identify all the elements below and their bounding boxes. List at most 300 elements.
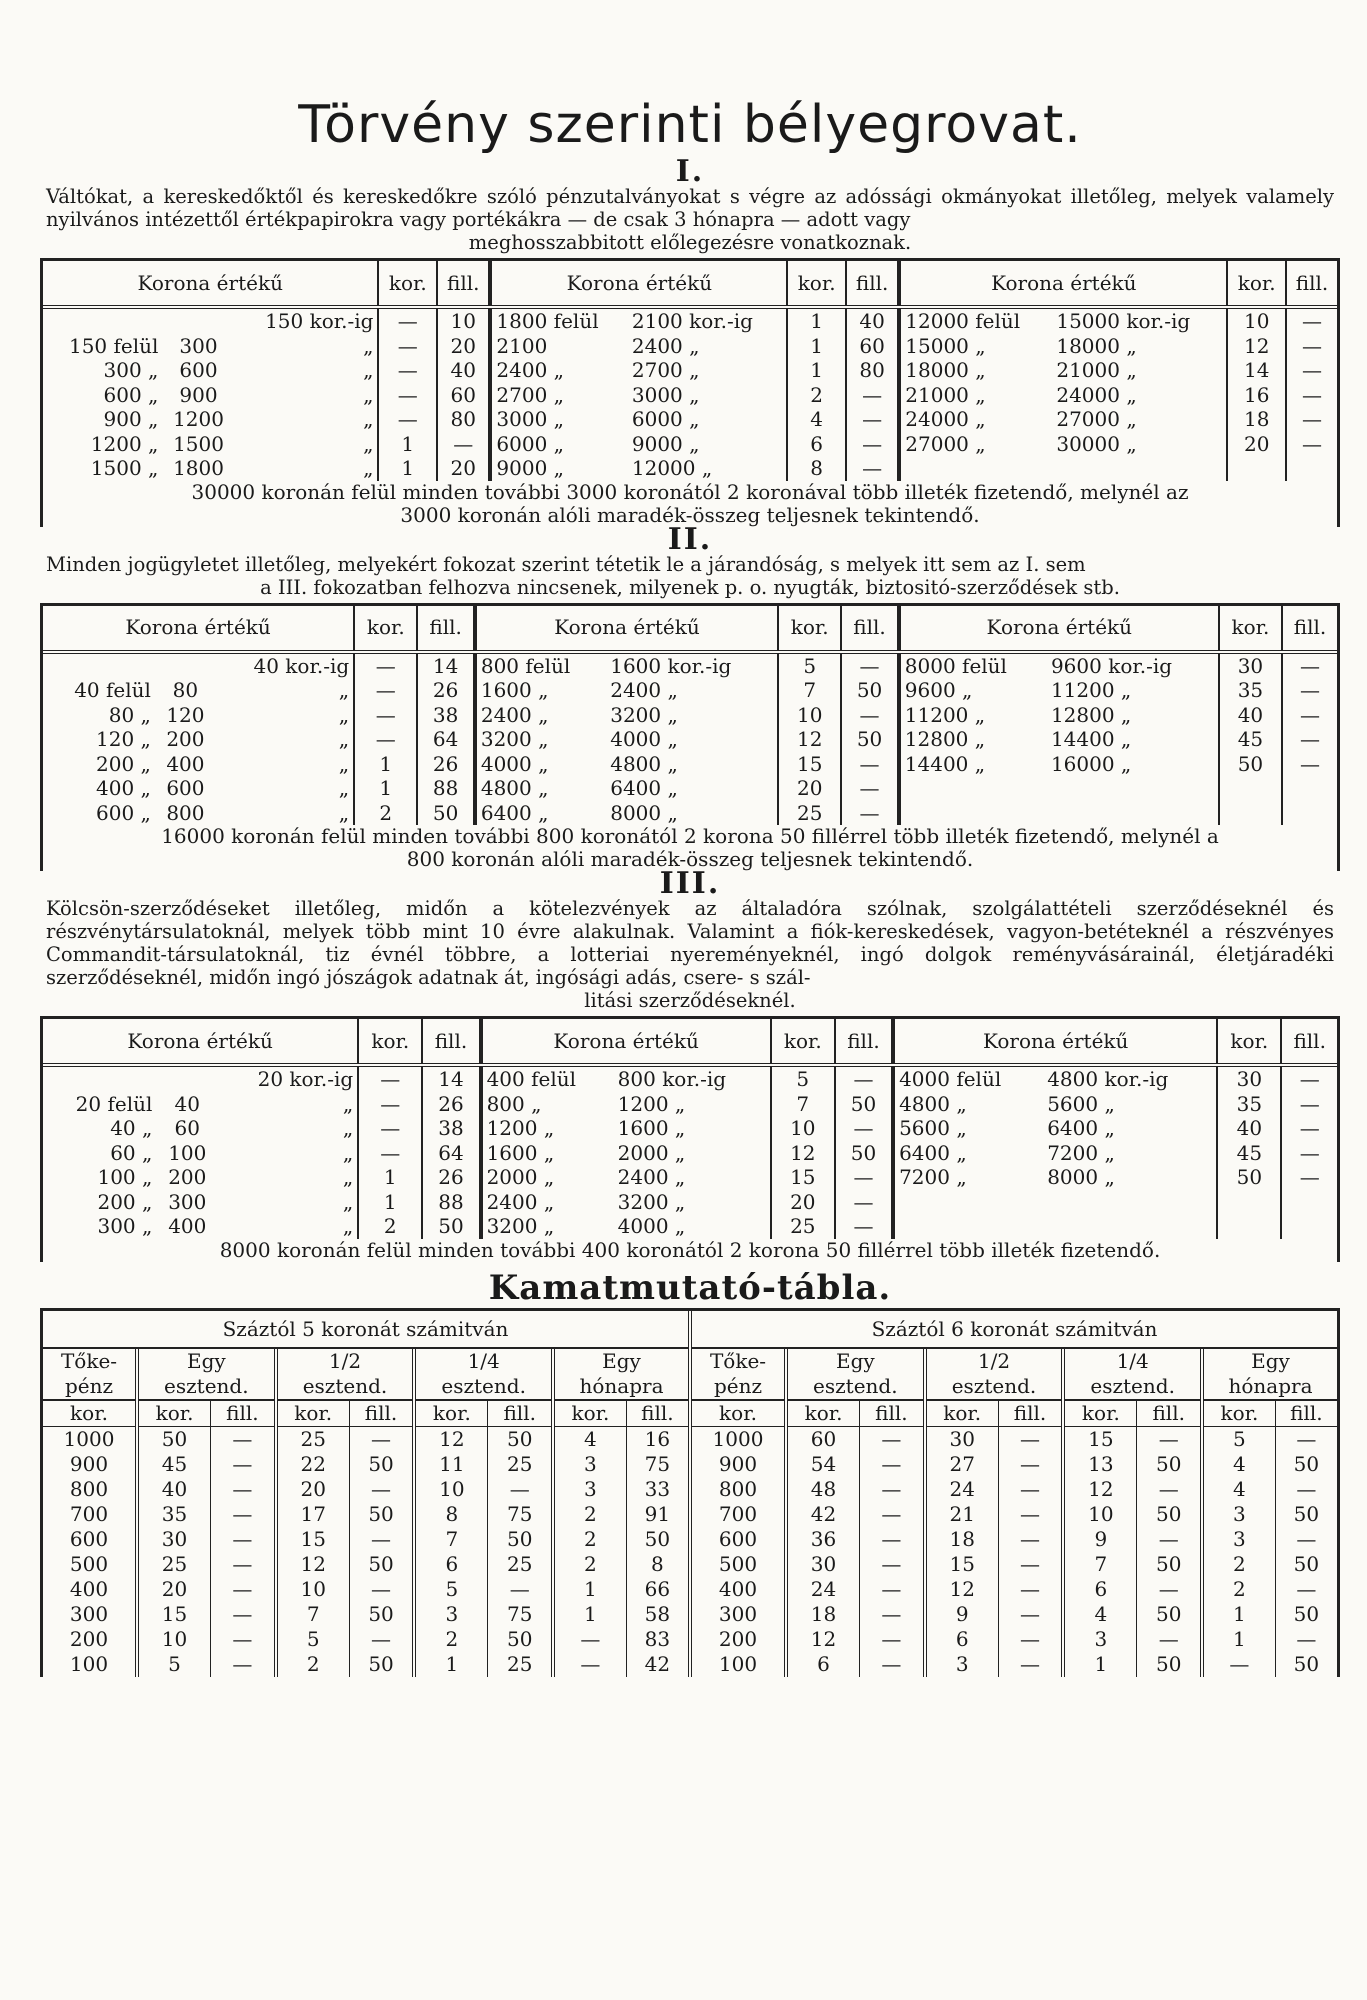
table-cell: 50 bbox=[1219, 752, 1282, 777]
table-cell: — bbox=[841, 776, 898, 801]
table-cell: 50 bbox=[835, 1092, 893, 1117]
table-cell: 4800 kor.-ig bbox=[1047, 1067, 1169, 1091]
interest-cell: — bbox=[349, 1627, 414, 1652]
section-3-intro-text: Kölcsön-szerződéseket illetőleg, midőn a kötelezvények az általadóra szólnak, szolgálattételi szerződéseknél és részvénytársulatoknál, melyek több mint 10 évre alakulnak. Valamint a fiók-kereskedések, vagyon-betéteknél a részvényes Commandit-társulatoknál, tiz évnél többre, a lotteriai nyereményeknél, ingó dolgok reményvásárainál, életjáradéki szerződéseknél, midőn ingó jószágok adatnak át, ingósági adás, csere- s szál- bbox=[46, 897, 1334, 989]
interest-cell: — bbox=[998, 1426, 1063, 1452]
interest-cell: 3 bbox=[925, 1652, 999, 1677]
column-header: kor. bbox=[1227, 261, 1286, 307]
table-cell: 27000 „ bbox=[899, 432, 1052, 457]
interest-cell: 500 bbox=[718, 1551, 758, 1576]
table-cell: 12800 „ bbox=[899, 727, 1047, 752]
table-cell: 60 bbox=[174, 1116, 200, 1140]
table-cell: 9000 „ bbox=[490, 456, 627, 481]
column-header: kor. bbox=[1219, 606, 1282, 652]
table-cell: — bbox=[841, 801, 898, 826]
page bbox=[40, 95, 1340, 1677]
interest-cell: 700 bbox=[69, 1501, 109, 1526]
section-1-intro-last: meghosszabbitott előlegezésre vonatkoznak. bbox=[468, 231, 912, 254]
table-cell: 88 bbox=[422, 1190, 480, 1215]
interest-cell: — bbox=[998, 1527, 1063, 1552]
interest-cell: 200 bbox=[69, 1626, 109, 1651]
table-cell: — bbox=[1281, 1165, 1337, 1190]
section-3-numeral: III. bbox=[659, 866, 721, 901]
unit-label: kor. bbox=[925, 1400, 999, 1427]
interest-row bbox=[692, 1577, 1337, 1602]
table-cell: — bbox=[835, 1190, 893, 1215]
interest-cell: 9 bbox=[1063, 1527, 1137, 1552]
table-cell bbox=[156, 1065, 218, 1092]
interest-cell: 50 bbox=[349, 1452, 414, 1477]
section-2-numeral: II. bbox=[667, 521, 713, 557]
table-cell: „ bbox=[338, 702, 350, 727]
table-cell: — bbox=[354, 652, 417, 679]
interest-cell: — bbox=[349, 1426, 414, 1452]
interest-cell: 58 bbox=[626, 1602, 688, 1627]
interest-cell: — bbox=[553, 1627, 626, 1652]
interest-cell: 100 bbox=[718, 1651, 758, 1676]
interest-cell: 50 bbox=[1137, 1452, 1202, 1477]
unit-label: fill. bbox=[626, 1400, 688, 1427]
interest-cell: 18 bbox=[786, 1602, 860, 1627]
table-cell: 8000 „ bbox=[610, 800, 678, 825]
unit-label: kor. bbox=[553, 1400, 626, 1427]
table-row bbox=[43, 407, 1337, 432]
interest-cell: — bbox=[998, 1452, 1063, 1477]
interest-cell: 40 bbox=[137, 1477, 211, 1502]
interest-cell: 35 bbox=[137, 1502, 211, 1527]
interest-cell: 3 bbox=[553, 1452, 626, 1477]
table-row bbox=[43, 383, 1337, 408]
table-cell: — bbox=[1281, 1065, 1337, 1092]
table-cell: 300 bbox=[168, 1189, 207, 1214]
table-cell: — bbox=[846, 456, 899, 481]
table-cell: 6400 „ bbox=[1047, 1116, 1115, 1140]
interest-cell: 75 bbox=[626, 1452, 688, 1477]
column-header: fill. bbox=[422, 1019, 480, 1065]
interest-cell: — bbox=[1275, 1477, 1337, 1502]
table-cell: 20 bbox=[771, 1190, 835, 1215]
table-cell: — bbox=[846, 383, 899, 408]
interest-cell: 800 bbox=[718, 1476, 758, 1501]
table-cell bbox=[1217, 1214, 1281, 1239]
interest-cell: 5 bbox=[1202, 1426, 1275, 1452]
table-cell: 21000 „ bbox=[1056, 358, 1137, 382]
column-header: Korona értékű bbox=[43, 606, 354, 652]
header-line-2: pénz bbox=[64, 1373, 114, 1398]
table-cell: — bbox=[358, 1141, 422, 1166]
table-cell: „ bbox=[363, 382, 374, 407]
column-header: Korona értékű bbox=[899, 261, 1227, 307]
interest-cell: — bbox=[1275, 1577, 1337, 1602]
interest-cell: 300 bbox=[718, 1601, 758, 1626]
interest-cell: 6 bbox=[925, 1627, 999, 1652]
table-cell: 21000 „ bbox=[899, 383, 1052, 408]
table-cell: — bbox=[437, 432, 490, 457]
table-cell: „ bbox=[363, 407, 374, 431]
table-cell: 2400 „ bbox=[631, 333, 700, 358]
table-cell: 38 bbox=[417, 703, 474, 728]
interest-caption-6: Száztól 6 koronát számitván bbox=[692, 1311, 1337, 1349]
column-header: fill. bbox=[841, 606, 898, 652]
interest-cell: — bbox=[860, 1652, 925, 1677]
interest-cell: 30 bbox=[925, 1426, 999, 1452]
table-cell bbox=[43, 652, 155, 679]
table-cell: 20 bbox=[1227, 432, 1286, 457]
interest-cell: 24 bbox=[786, 1577, 860, 1602]
table-cell: 5 bbox=[778, 652, 841, 679]
section-3-intro bbox=[46, 897, 1334, 1012]
unit-label: kor. bbox=[786, 1400, 860, 1427]
table-cell: 12000 „ bbox=[631, 456, 713, 480]
table-cell: „ bbox=[338, 751, 350, 776]
interest-cell: 3 bbox=[1063, 1627, 1137, 1652]
table-cell: 5600 „ bbox=[893, 1116, 1043, 1141]
column-header: fill. bbox=[835, 1019, 893, 1065]
interest-column-header bbox=[43, 1349, 137, 1400]
table-cell: 30000 „ bbox=[1056, 431, 1137, 456]
section-1-table bbox=[43, 261, 1337, 481]
table-cell: 200 „ bbox=[96, 751, 151, 776]
header-line-2: esztend. bbox=[813, 1373, 898, 1398]
interest-row bbox=[43, 1502, 688, 1527]
table-cell bbox=[1286, 456, 1337, 481]
interest-cell: 3 bbox=[1202, 1502, 1275, 1527]
table-cell: 10 bbox=[771, 1116, 835, 1141]
table-cell: — bbox=[1286, 307, 1337, 334]
interest-row bbox=[43, 1527, 688, 1552]
interest-cell: 15 bbox=[137, 1602, 211, 1627]
table-cell: 10 bbox=[778, 703, 841, 728]
interest-cell: 10 bbox=[276, 1577, 350, 1602]
interest-row bbox=[43, 1552, 688, 1577]
table-cell: 14400 „ bbox=[899, 752, 1047, 777]
interest-cell: — bbox=[1137, 1477, 1202, 1502]
table-cell: 50 bbox=[1217, 1165, 1281, 1190]
table-cell: 12 bbox=[1227, 334, 1286, 359]
table-cell: — bbox=[1282, 652, 1337, 679]
table-cell: 26 bbox=[417, 678, 474, 703]
interest-cell: 50 bbox=[1275, 1502, 1337, 1527]
interest-cell: 50 bbox=[349, 1602, 414, 1627]
unit-label: fill. bbox=[488, 1400, 553, 1427]
table-cell: 1500 „ bbox=[90, 456, 159, 480]
interest-table-5-percent bbox=[43, 1311, 688, 1677]
table-cell: 2 bbox=[358, 1214, 422, 1239]
table-cell: 14 bbox=[417, 652, 474, 679]
table-cell: 40 „ bbox=[110, 1116, 153, 1140]
table-cell: — bbox=[1282, 727, 1337, 752]
interest-cell: 1000 bbox=[712, 1426, 764, 1451]
interest-cell: 25 bbox=[488, 1552, 553, 1577]
column-header: Korona értékű bbox=[893, 1019, 1217, 1065]
interest-cell: 9 bbox=[925, 1602, 999, 1627]
interest-unit-row bbox=[43, 1400, 688, 1427]
table-cell: — bbox=[358, 1065, 422, 1092]
header-line-1: Egy bbox=[602, 1348, 641, 1373]
interest-cell: 1 bbox=[1202, 1602, 1275, 1627]
table-cell bbox=[1281, 1214, 1337, 1239]
interest-cell: — bbox=[998, 1477, 1063, 1502]
table-cell: 10 bbox=[437, 307, 490, 334]
table-cell: 15000 kor.-ig bbox=[1056, 309, 1191, 333]
section-2-table bbox=[43, 606, 1337, 826]
section-1-intro bbox=[46, 185, 1334, 254]
table-cell: 50 bbox=[417, 801, 474, 826]
interest-cell: 20 bbox=[137, 1577, 211, 1602]
interest-unit-row bbox=[692, 1400, 1337, 1427]
table-cell: — bbox=[358, 1116, 422, 1141]
table-cell: 50 bbox=[835, 1141, 893, 1166]
table-cell: 1 bbox=[354, 776, 417, 801]
table-cell: 11200 „ bbox=[1050, 678, 1132, 702]
column-header: kor. bbox=[778, 606, 841, 652]
table-cell: 20 bbox=[778, 776, 841, 801]
table-cell: 120 „ bbox=[96, 727, 151, 751]
interest-cell: 7 bbox=[414, 1527, 488, 1552]
table-cell: — bbox=[1281, 1092, 1337, 1117]
table-cell: 18000 „ bbox=[899, 358, 1052, 383]
table-cell: 7200 „ bbox=[1047, 1140, 1115, 1165]
interest-cell: 25 bbox=[488, 1652, 553, 1677]
interest-cell: 900 bbox=[69, 1451, 109, 1476]
column-header: Korona értékű bbox=[475, 606, 778, 652]
table-cell bbox=[1047, 776, 1219, 801]
table-cell: „ bbox=[338, 727, 350, 751]
interest-cell: 1 bbox=[1063, 1652, 1137, 1677]
interest-cell: — bbox=[860, 1502, 925, 1527]
table-cell: 7 bbox=[778, 678, 841, 703]
table-cell: 400 bbox=[166, 751, 205, 776]
table-cell: 6000 „ bbox=[631, 407, 700, 431]
interest-cell: 1 bbox=[1202, 1627, 1275, 1652]
table-cell: 2400 „ bbox=[475, 703, 606, 728]
interest-cell: — bbox=[211, 1602, 276, 1627]
interest-cell: — bbox=[1202, 1652, 1275, 1677]
interest-cell: 100 bbox=[69, 1651, 109, 1676]
interest-row bbox=[692, 1426, 1337, 1452]
section-1-box bbox=[40, 261, 1340, 527]
table-row bbox=[43, 432, 1337, 457]
section-3-intro-last: litási szerződéseknél. bbox=[584, 989, 796, 1012]
table-cell: 9600 „ bbox=[899, 678, 1047, 703]
table-cell: 6 bbox=[787, 432, 846, 457]
table-cell: 14 bbox=[1227, 358, 1286, 383]
table-cell: 2400 „ bbox=[481, 1190, 614, 1215]
table-cell: 3000 „ bbox=[490, 407, 627, 432]
table-cell: 4000 „ bbox=[610, 727, 678, 751]
table-cell: 2700 „ bbox=[490, 383, 627, 408]
table-row bbox=[43, 307, 1337, 334]
table-row bbox=[43, 1165, 1337, 1190]
header-line-2: esztend. bbox=[441, 1373, 526, 1398]
interest-cell: — bbox=[860, 1527, 925, 1552]
unit-label: kor. bbox=[43, 1400, 137, 1427]
interest-row bbox=[692, 1652, 1337, 1677]
table-row bbox=[43, 334, 1337, 359]
table-cell: 15000 „ bbox=[899, 334, 1052, 359]
interest-cell: 42 bbox=[786, 1502, 860, 1527]
table-cell: 38 bbox=[422, 1116, 480, 1141]
header-line-2: esztend. bbox=[951, 1373, 1037, 1398]
page-title: Törvény szerinti bélyegrovat. bbox=[298, 95, 1082, 155]
table-cell: 35 bbox=[1217, 1092, 1281, 1117]
interest-header-row bbox=[692, 1349, 1337, 1400]
interest-column-header bbox=[692, 1349, 786, 1400]
table-cell: 800 kor.-ig bbox=[617, 1067, 727, 1091]
interest-cell: 2 bbox=[1202, 1552, 1275, 1577]
table-cell: 8000 felül bbox=[899, 652, 1047, 679]
table-cell: 24000 „ bbox=[899, 407, 1052, 432]
interest-cell: 1 bbox=[553, 1602, 626, 1627]
table-cell: 26 bbox=[417, 752, 474, 777]
table-cell bbox=[43, 1065, 156, 1092]
interest-table-6-percent bbox=[688, 1311, 1337, 1677]
header-line-2: hónapra bbox=[1228, 1373, 1313, 1398]
header-line-1: Egy bbox=[835, 1348, 875, 1373]
table-cell: 20 felül bbox=[75, 1091, 153, 1116]
interest-cell: 50 bbox=[488, 1426, 553, 1452]
section-2-note-1: 16000 koronán felül minden további 800 koronától 2 korona 50 fillérrel több illeték fizetendő, melynél a bbox=[161, 824, 1219, 848]
table-cell: 18000 „ bbox=[1056, 333, 1137, 358]
header-line-1: Egy bbox=[1251, 1348, 1290, 1373]
table-cell bbox=[1282, 801, 1337, 826]
table-cell: 3200 „ bbox=[475, 727, 606, 752]
interest-cell: 7 bbox=[276, 1602, 350, 1627]
interest-cell: 6 bbox=[414, 1552, 488, 1577]
interest-cell: 7 bbox=[1063, 1552, 1137, 1577]
interest-cell: 83 bbox=[626, 1627, 688, 1652]
interest-cell: 12 bbox=[925, 1577, 999, 1602]
table-cell bbox=[155, 652, 216, 679]
column-header: Korona értékű bbox=[43, 261, 378, 307]
table-cell: 25 bbox=[778, 801, 841, 826]
table-row bbox=[43, 776, 1337, 801]
column-header: kor. bbox=[378, 261, 437, 307]
table-cell: — bbox=[835, 1116, 893, 1141]
table-cell: „ bbox=[342, 1091, 354, 1116]
interest-cell: 15 bbox=[1063, 1426, 1137, 1452]
interest-cell: — bbox=[1137, 1577, 1202, 1602]
table-cell: 300 bbox=[179, 333, 218, 358]
interest-column-header bbox=[786, 1349, 925, 1400]
table-cell: 20 bbox=[437, 456, 490, 481]
table-cell: „ bbox=[342, 1140, 354, 1165]
header-line-2: hónapra bbox=[579, 1373, 664, 1398]
interest-cell: 8 bbox=[414, 1502, 488, 1527]
table-cell: 40 bbox=[174, 1091, 200, 1116]
header-line-1: Tőke- bbox=[60, 1348, 118, 1373]
table-row bbox=[43, 456, 1337, 481]
table-cell: 35 bbox=[1219, 678, 1282, 703]
table-cell: 4000 felül bbox=[893, 1065, 1043, 1092]
table-cell: „ bbox=[342, 1165, 354, 1189]
interest-cell: 50 bbox=[137, 1426, 211, 1452]
table-cell: 25 bbox=[771, 1214, 835, 1239]
interest-cell: — bbox=[1137, 1627, 1202, 1652]
table-cell: 3200 „ bbox=[610, 702, 678, 727]
unit-label: kor. bbox=[1063, 1400, 1137, 1427]
interest-cell: 30 bbox=[137, 1527, 211, 1552]
table-cell: 4800 „ bbox=[893, 1092, 1043, 1117]
table-cell: 60 bbox=[437, 383, 490, 408]
table-cell: 400 „ bbox=[96, 776, 151, 800]
interest-cell: 15 bbox=[925, 1552, 999, 1577]
table-cell: 5 bbox=[771, 1065, 835, 1092]
column-header: fill. bbox=[1282, 606, 1337, 652]
interest-cell: 2 bbox=[414, 1627, 488, 1652]
interest-cell: 700 bbox=[718, 1501, 758, 1526]
table-cell: 1 bbox=[787, 358, 846, 383]
table-cell: 4000 „ bbox=[617, 1214, 686, 1238]
interest-cell: 42 bbox=[626, 1652, 688, 1677]
table-cell: 800 bbox=[166, 800, 205, 825]
table-cell: — bbox=[841, 752, 898, 777]
interest-cell: — bbox=[211, 1527, 276, 1552]
table-cell: 1 bbox=[358, 1190, 422, 1215]
table-row bbox=[43, 1065, 1337, 1092]
table-cell: 7 bbox=[771, 1092, 835, 1117]
table-cell: 600 bbox=[179, 358, 218, 382]
table-cell: — bbox=[354, 678, 417, 703]
interest-cell: 75 bbox=[488, 1502, 553, 1527]
interest-cell: 50 bbox=[1137, 1552, 1202, 1577]
column-header: kor. bbox=[771, 1019, 835, 1065]
interest-column-header bbox=[925, 1349, 1064, 1400]
table-cell bbox=[893, 1190, 1043, 1215]
interest-cell: 24 bbox=[925, 1477, 999, 1502]
interest-cell: — bbox=[1275, 1527, 1337, 1552]
interest-row bbox=[43, 1477, 688, 1502]
interest-cell: — bbox=[211, 1552, 276, 1577]
interest-cell: 50 bbox=[1275, 1452, 1337, 1477]
unit-label: kor. bbox=[276, 1400, 350, 1427]
table-cell: 40 bbox=[1219, 703, 1282, 728]
table-cell: 1 bbox=[378, 456, 437, 481]
interest-cell: 2 bbox=[553, 1502, 626, 1527]
table-cell: — bbox=[1286, 432, 1337, 457]
table-cell: 3200 „ bbox=[481, 1214, 614, 1239]
table-cell: 15 bbox=[771, 1165, 835, 1190]
table-cell: — bbox=[835, 1065, 893, 1092]
table-cell: 2400 „ bbox=[610, 678, 678, 702]
table-cell: 3000 „ bbox=[631, 382, 700, 407]
unit-label: fill. bbox=[1137, 1400, 1202, 1427]
table-cell: 11200 „ bbox=[899, 703, 1047, 728]
table-cell: 24000 „ bbox=[1056, 382, 1137, 407]
interest-row bbox=[692, 1627, 1337, 1652]
table-cell: 16000 „ bbox=[1050, 751, 1132, 776]
interest-column-header bbox=[1063, 1349, 1202, 1400]
section-2-intro bbox=[46, 553, 1334, 599]
interest-cell: 50 bbox=[1137, 1652, 1202, 1677]
interest-cell: 5 bbox=[276, 1627, 350, 1652]
interest-cell: 12 bbox=[786, 1627, 860, 1652]
interest-cell: 3 bbox=[553, 1477, 626, 1502]
table-cell: 50 bbox=[841, 678, 898, 703]
table-cell: 27000 „ bbox=[1056, 407, 1137, 431]
interest-cell: 12 bbox=[414, 1426, 488, 1452]
interest-cell: — bbox=[860, 1577, 925, 1602]
table-cell: 900 „ bbox=[103, 407, 159, 431]
table-cell: „ bbox=[363, 431, 374, 456]
column-header: Korona értékű bbox=[481, 1019, 771, 1065]
table-cell: 5600 „ bbox=[1047, 1091, 1115, 1116]
table-cell: „ bbox=[342, 1214, 354, 1238]
table-cell: 12000 felül bbox=[899, 307, 1052, 334]
table-cell: — bbox=[835, 1165, 893, 1190]
interest-cell: — bbox=[211, 1426, 276, 1452]
interest-cell: 50 bbox=[488, 1527, 553, 1552]
